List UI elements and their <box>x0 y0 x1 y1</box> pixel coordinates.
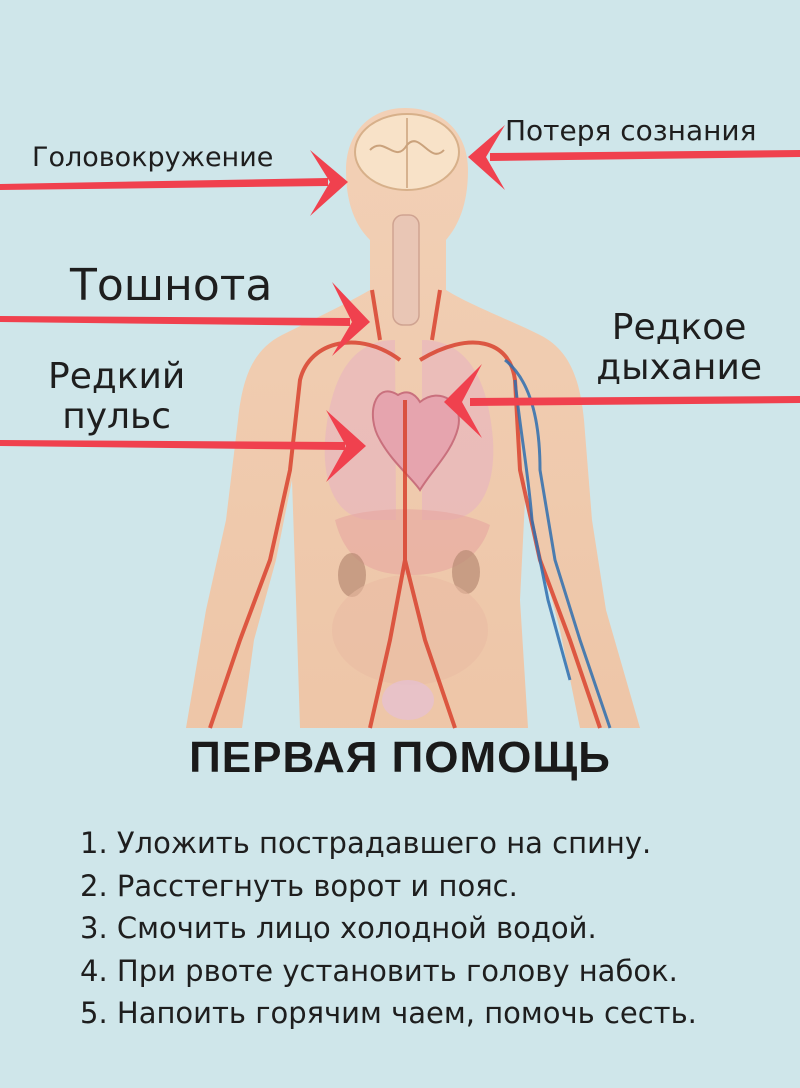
first-aid-step: 2. Расстегнуть ворот и пояс. <box>80 868 518 903</box>
label-rare-breathing-line1: Редкое <box>611 307 747 348</box>
first-aid-step: 4. При рвоте установить голову набок. <box>80 953 678 988</box>
label-dizziness: Головокружение <box>32 142 274 173</box>
human-figure-icon <box>186 108 640 728</box>
label-rare-pulse-line2: пульс <box>62 396 172 438</box>
trachea <box>393 215 419 325</box>
bladder <box>382 680 434 720</box>
first-aid-step: 3. Смочить лицо холодной водой. <box>80 911 597 945</box>
first-aid-step: 1. Уложить пострадавшего на спину. <box>80 826 652 860</box>
first-aid-step: 5. Напоить горячим чаем, помочь сесть. <box>80 996 697 1030</box>
label-nausea: Тошнота <box>70 260 273 311</box>
intestines <box>332 575 488 685</box>
label-rare-breathing-line2: дыхание <box>596 347 762 389</box>
label-rare-pulse <box>48 357 185 438</box>
first-aid-steps <box>80 822 697 1035</box>
label-rare-breathing <box>596 308 762 389</box>
label-loss-of-consciousness: Потеря сознания <box>505 114 757 147</box>
first-aid-title: ПЕРВАЯ ПОМОЩЬ <box>189 733 611 782</box>
label-rare-pulse-line1: Редкий <box>48 356 186 397</box>
